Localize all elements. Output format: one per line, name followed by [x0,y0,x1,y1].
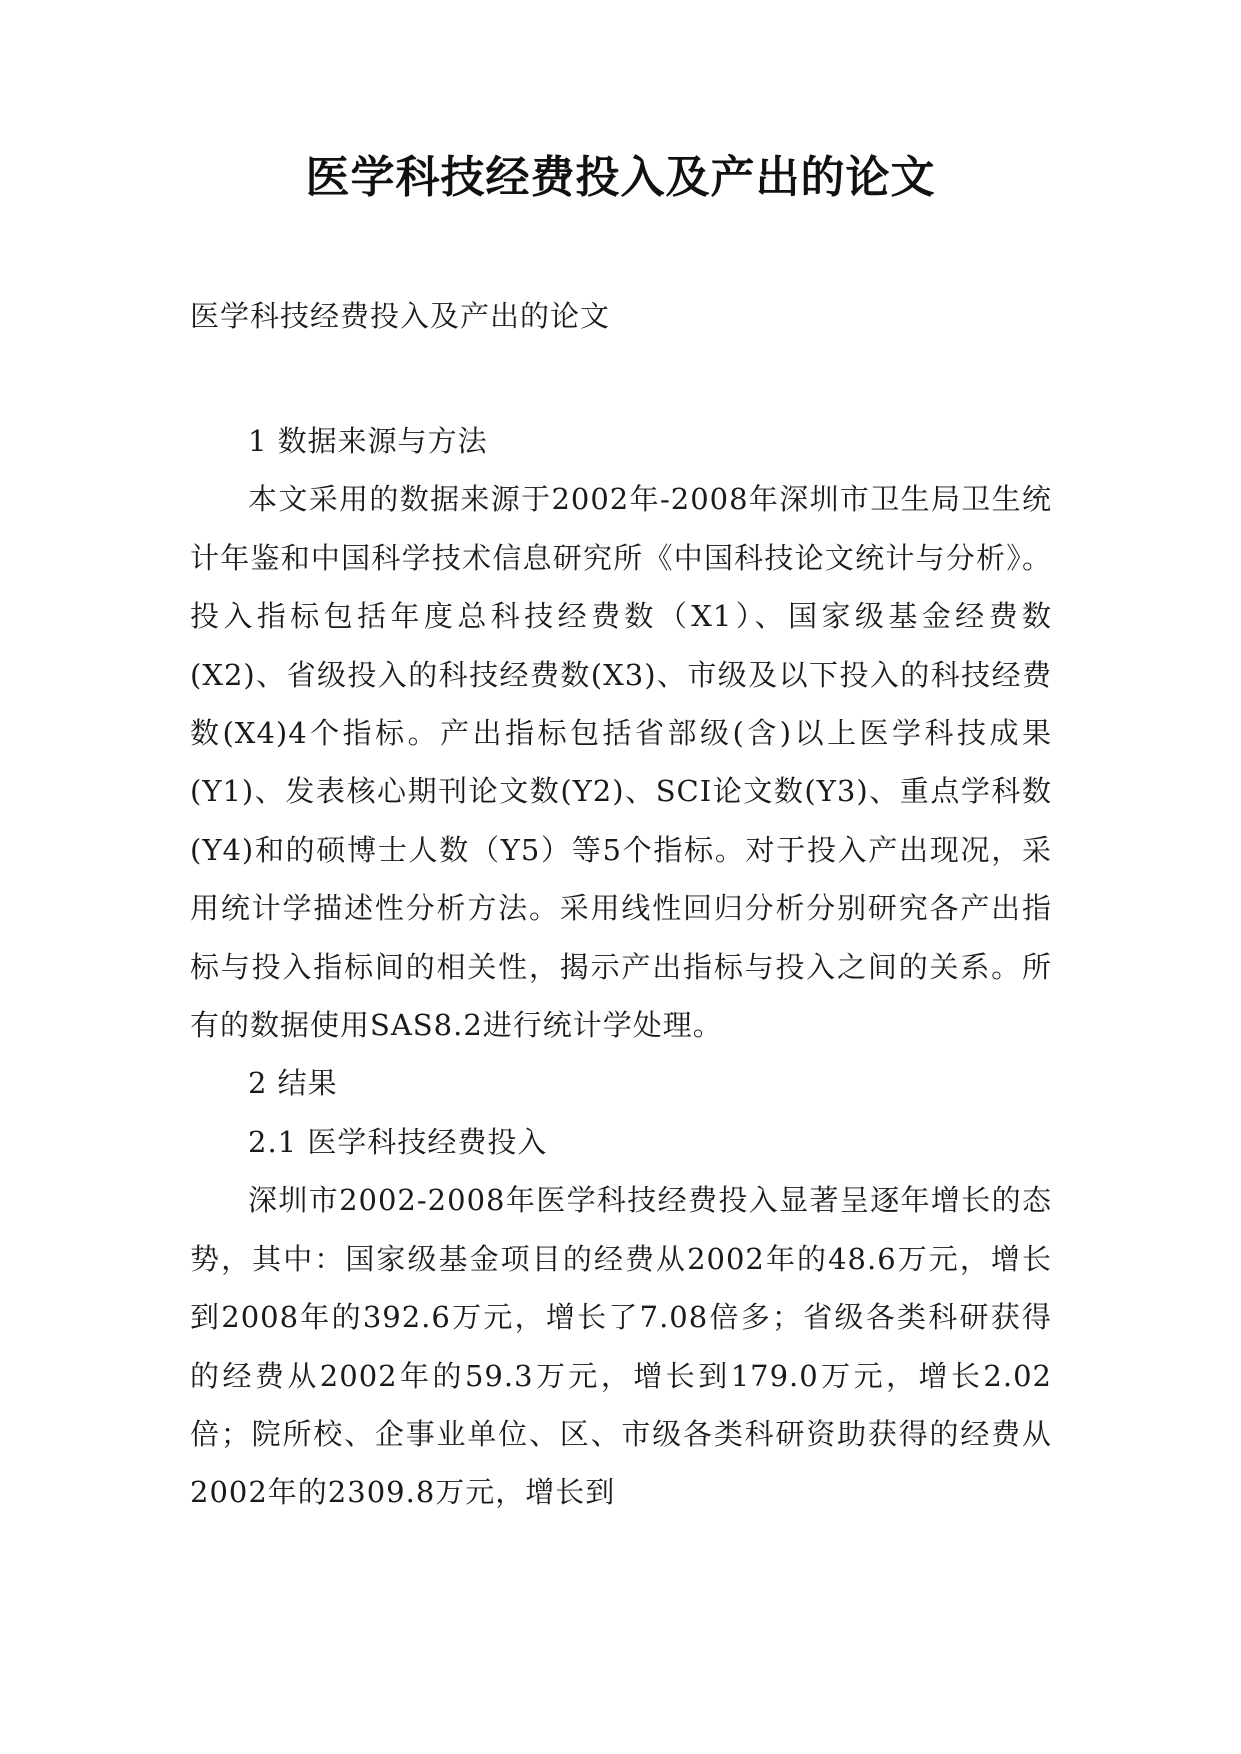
document-body [190,412,1052,1522]
document-title: 医学科技经费投入及产出的论文 [305,152,936,203]
section-heading-results: 2 结果 [248,1066,338,1101]
document-subtitle: 医学科技经费投入及产出的论文 [190,299,611,333]
paragraph-funding: 深圳市2002-2008年医学科技经费投入显著呈逐年增长的态势，其中：国家级基金项目的经费从2002年的48.6万元，增长到2008年的392.6万元，增长了7.08倍多；省级各类科研获得的经费从2002年的59.3万元，增长到179.0万元，增长2.02倍；院所校、企事业单位、区、市级各类科研资助获得的经费从2002年的2309.8万元，增长到 [190,1183,1052,1510]
paragraph-methods: 本文采用的数据来源于2002年-2008年深圳市卫生局卫生统计年鉴和中国科学技术信息研究所《中国科技论文统计与分析》。投入指标包括年度总科技经费数（X1）、国家级基金经费数(X2)、省级投入的科技经费数(X3)、市级及以下投入的科技经费数(X4)4个指标。产出指标包括省部级(含)以上医学科技成果(Y1)、发表核心期刊论文数(Y2)、SCI论文数(Y3)、重点学科数(Y4)和的硕博士人数（Y5）等5个指标。对于投入产出现况，采用统计学描述性分析方法。采用线性回归分析分别研究各产出指标与投入指标间的相关性，揭示产出指标与投入之间的关系。所有的数据使用SAS8.2进行统计学处理。 [190,482,1052,1043]
section-heading-methods: 1 数据来源与方法 [248,424,488,458]
subsection-heading-funding: 2.1 医学科技经费投入 [248,1124,548,1159]
